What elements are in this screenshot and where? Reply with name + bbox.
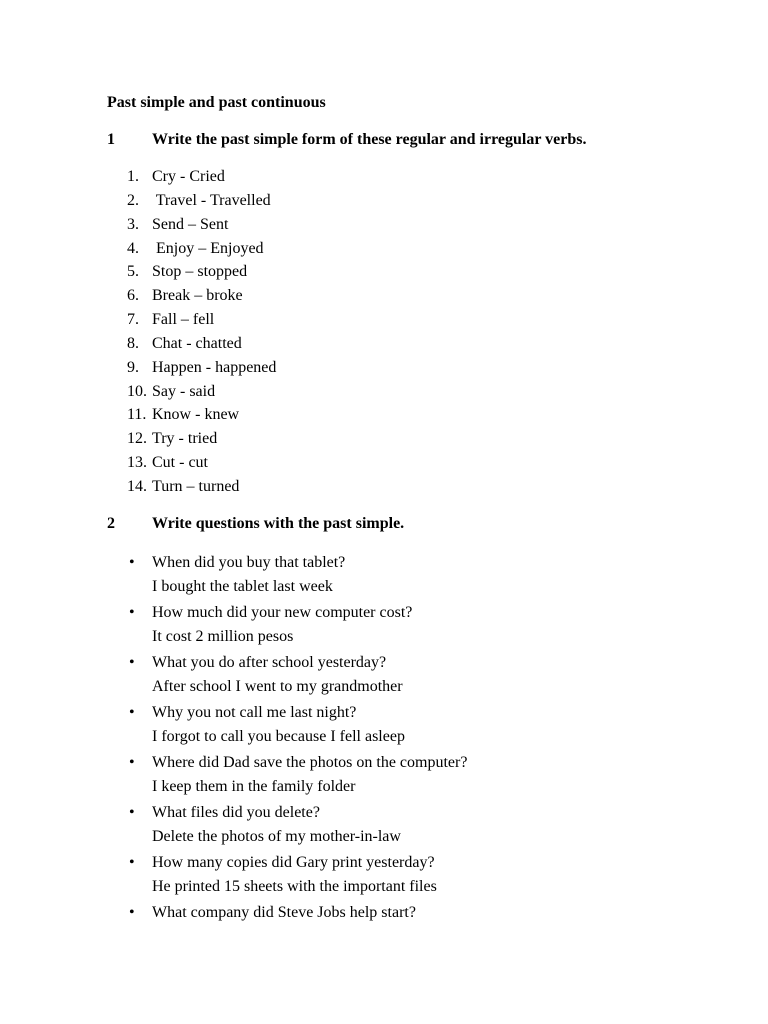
verb-item-number: 4.	[127, 239, 139, 257]
verb-list	[127, 166, 276, 500]
bullet-icon: •	[129, 704, 135, 721]
verb-item-text: Break – broke	[152, 287, 243, 305]
question-text: What company did Steve Jobs help start?	[152, 904, 416, 921]
verb-item-number: 3.	[127, 215, 139, 233]
verb-item-text: Cut - cut	[152, 454, 208, 472]
question-item	[107, 651, 467, 698]
verb-item-number: 5.	[127, 263, 139, 281]
verb-item-number: 7.	[127, 311, 139, 329]
verb-item-number: 10.	[127, 382, 147, 400]
verb-list-item	[127, 214, 276, 238]
document-title: Past simple and past continuous	[107, 94, 326, 111]
bullet-icon: •	[129, 854, 135, 871]
verb-item-number: 13.	[127, 454, 147, 472]
question-item	[107, 701, 467, 748]
question-text: What you do after school yesterday?	[152, 654, 387, 671]
question-item	[107, 551, 467, 598]
verb-item-text: Stop – stopped	[152, 263, 248, 281]
answer-text: I bought the tablet last week	[152, 577, 333, 595]
bullet-icon: •	[129, 654, 135, 671]
verb-item-text: Fall – fell	[152, 311, 215, 329]
verb-list-item	[127, 309, 276, 333]
verb-list-item	[127, 238, 276, 262]
bullet-icon: •	[129, 554, 135, 571]
section-2-instruction: Write questions with the past simple.	[152, 515, 405, 532]
section-2-number: 2	[107, 515, 115, 532]
verb-list-item	[127, 261, 276, 285]
bullet-icon: •	[129, 604, 135, 621]
question-item	[107, 601, 467, 648]
verb-list-item	[127, 476, 276, 500]
verb-list-item	[127, 357, 276, 381]
verb-item-text: Chat - chatted	[152, 334, 242, 352]
bullet-icon: •	[129, 754, 135, 771]
question-text: How many copies did Gary print yesterday?	[152, 854, 435, 871]
verb-item-text: Turn – turned	[152, 477, 240, 495]
answer-text: He printed 15 sheets with the important files	[152, 877, 437, 895]
section-2-heading	[107, 514, 404, 534]
verb-list-item	[127, 428, 276, 452]
question-item	[107, 801, 467, 848]
verb-item-text: Try - tried	[152, 430, 218, 448]
answer-text: It cost 2 million pesos	[152, 627, 294, 645]
verb-item-number: 8.	[127, 334, 139, 352]
verb-list-item	[127, 333, 276, 357]
answer-text: Delete the photos of my mother-in-law	[152, 827, 401, 845]
bullet-icon: •	[129, 804, 135, 821]
verb-list-item	[127, 404, 276, 428]
verb-item-number: 14.	[127, 477, 147, 495]
question-text: What files did you delete?	[152, 804, 320, 821]
verb-list-item	[127, 452, 276, 476]
verb-item-text: Know - knew	[152, 406, 240, 424]
verb-item-number: 9.	[127, 358, 139, 376]
verb-item-text: Travel - Travelled	[152, 191, 271, 209]
question-item	[107, 901, 467, 925]
verb-item-number: 2.	[127, 191, 139, 209]
question-item	[107, 751, 467, 798]
verb-item-text: Say - said	[152, 382, 216, 400]
bullet-icon: •	[129, 904, 135, 921]
verb-item-number: 11.	[127, 406, 147, 424]
section-1-heading	[107, 130, 586, 150]
verb-item-text: Enjoy – Enjoyed	[152, 239, 264, 257]
verb-item-number: 12.	[127, 430, 147, 448]
question-list	[107, 551, 467, 928]
verb-list-item	[127, 190, 276, 214]
question-text: When did you buy that tablet?	[152, 554, 346, 571]
answer-text: I keep them in the family folder	[152, 777, 356, 795]
answer-text: After school I went to my grandmother	[152, 677, 403, 695]
verb-item-number: 1.	[127, 168, 139, 185]
verb-list-item	[127, 381, 276, 405]
question-text: Where did Dad save the photos on the computer?	[152, 754, 468, 771]
verb-list-item	[127, 166, 276, 190]
verb-item-text: Happen - happened	[152, 358, 277, 376]
verb-list-item	[127, 285, 276, 309]
answer-text: I forgot to call you because I fell asleep	[152, 727, 405, 745]
verb-item-number: 6.	[127, 287, 139, 305]
section-1-instruction: Write the past simple form of these regular and irregular verbs.	[152, 131, 587, 148]
verb-item-text: Send – Sent	[152, 215, 229, 233]
verb-item-text: Cry - Cried	[152, 168, 225, 185]
question-item	[107, 851, 467, 898]
section-1-number: 1	[107, 131, 115, 148]
question-text: How much did your new computer cost?	[152, 604, 413, 621]
question-text: Why you not call me last night?	[152, 704, 357, 721]
